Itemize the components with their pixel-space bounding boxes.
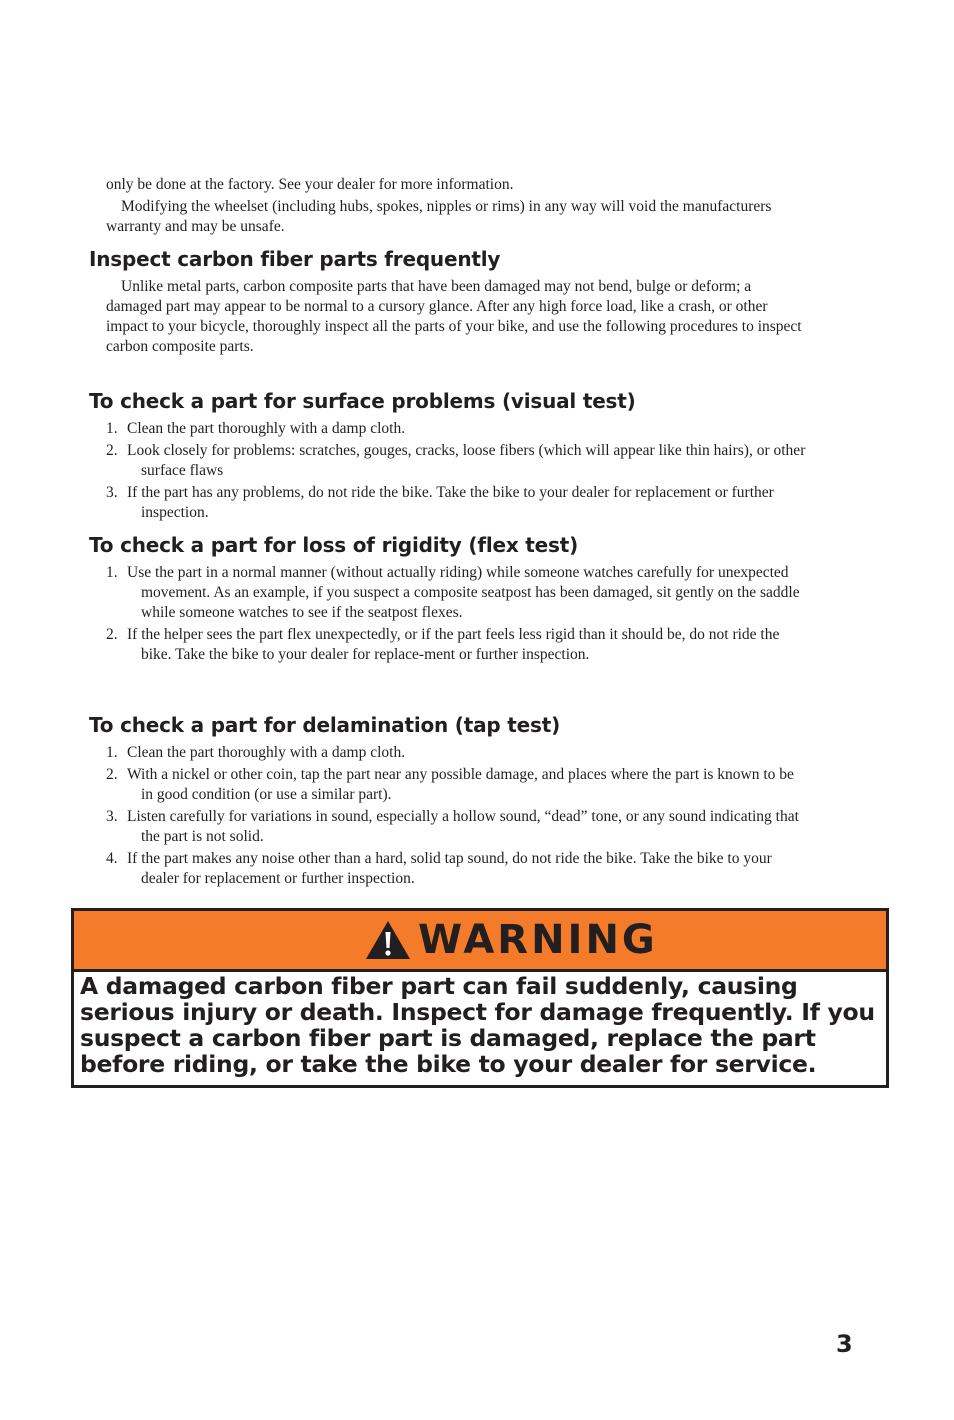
section-heading-inspect: Inspect carbon fiber parts frequently — [89, 247, 501, 271]
list-item: 2. If the helper sees the part flex unexpectedly, or if the part feels less rigid than it should be, do not ride the bike. Take the bike to your dealer for replace-ment or further inspection. — [106, 626, 780, 663]
list-item: 1. Clean the part thoroughly with a damp cloth. — [106, 744, 406, 761]
warning-triangle-icon — [364, 919, 412, 961]
section-heading-flex-test: To check a part for loss of rigidity (flex test) — [89, 533, 579, 557]
inspect-paragraph: Unlike metal parts, carbon composite parts that have been damaged may not bend, bulge or deform; a damaged part may appear to be normal to a cursory glance. After any high force load, like a crash, or other impact to your bicycle, thoroughly inspect all the parts of your bike, and use the following procedures to inspect carbon composite parts. — [106, 278, 802, 355]
intro-paragraph: Modifying the wheelset (including hubs, spokes, nipples or rims) in any way will void the manufacturers warranty and may be unsafe. — [106, 198, 772, 235]
list-item: 2. Look closely for problems: scratches, gouges, cracks, loose fibers (which will appear like thin hairs), or other surface flaws — [106, 442, 806, 479]
list-item: 2. With a nickel or other coin, tap the part near any possible damage, and places where the part is known to be in good condition (or use a similar part). — [106, 766, 794, 803]
list-item: 1. Use the part in a normal manner (without actually riding) while someone watches carefully for unexpected movement. As an example, if you suspect a composite seatpost has been damaged, sit gently on the saddle while someone watches to see if the seatpost flexes. — [106, 564, 800, 621]
tap-test-steps — [106, 743, 806, 891]
intro-line: only be done at the factory. See your dealer for more information. — [106, 176, 514, 193]
visual-test-steps — [106, 419, 806, 525]
section-heading-tap-test: To check a part for delamination (tap test) — [89, 713, 561, 737]
warning-header-bar — [74, 911, 886, 972]
section-heading-visual-test: To check a part for surface problems (visual test) — [89, 389, 636, 413]
page-number: 3 — [836, 1330, 853, 1358]
list-item: 1. Clean the part thoroughly with a damp cloth. — [106, 420, 406, 437]
list-item: 4. If the part makes any noise other than a hard, solid tap sound, do not ride the bike. Take the bike to your dealer for replacement or further inspection. — [106, 850, 772, 887]
warning-box — [71, 908, 889, 1088]
warning-title — [364, 917, 658, 963]
flex-test-steps — [106, 563, 806, 667]
warning-title-text: WARNING — [418, 917, 658, 963]
list-item: 3. If the part has any problems, do not ride the bike. Take the bike to your dealer for replacement or further inspection. — [106, 484, 774, 521]
list-item: 3. Listen carefully for variations in sound, especially a hollow sound, “dead” tone, or any sound indicating that the part is not solid. — [106, 808, 799, 845]
warning-message: A damaged carbon fiber part can fail suddenly, causing serious injury or death. Inspect for damage frequently. If you suspect a carbon fiber part is damaged, replace the part before riding, or take the bike to your dealer for service. — [80, 972, 875, 1078]
